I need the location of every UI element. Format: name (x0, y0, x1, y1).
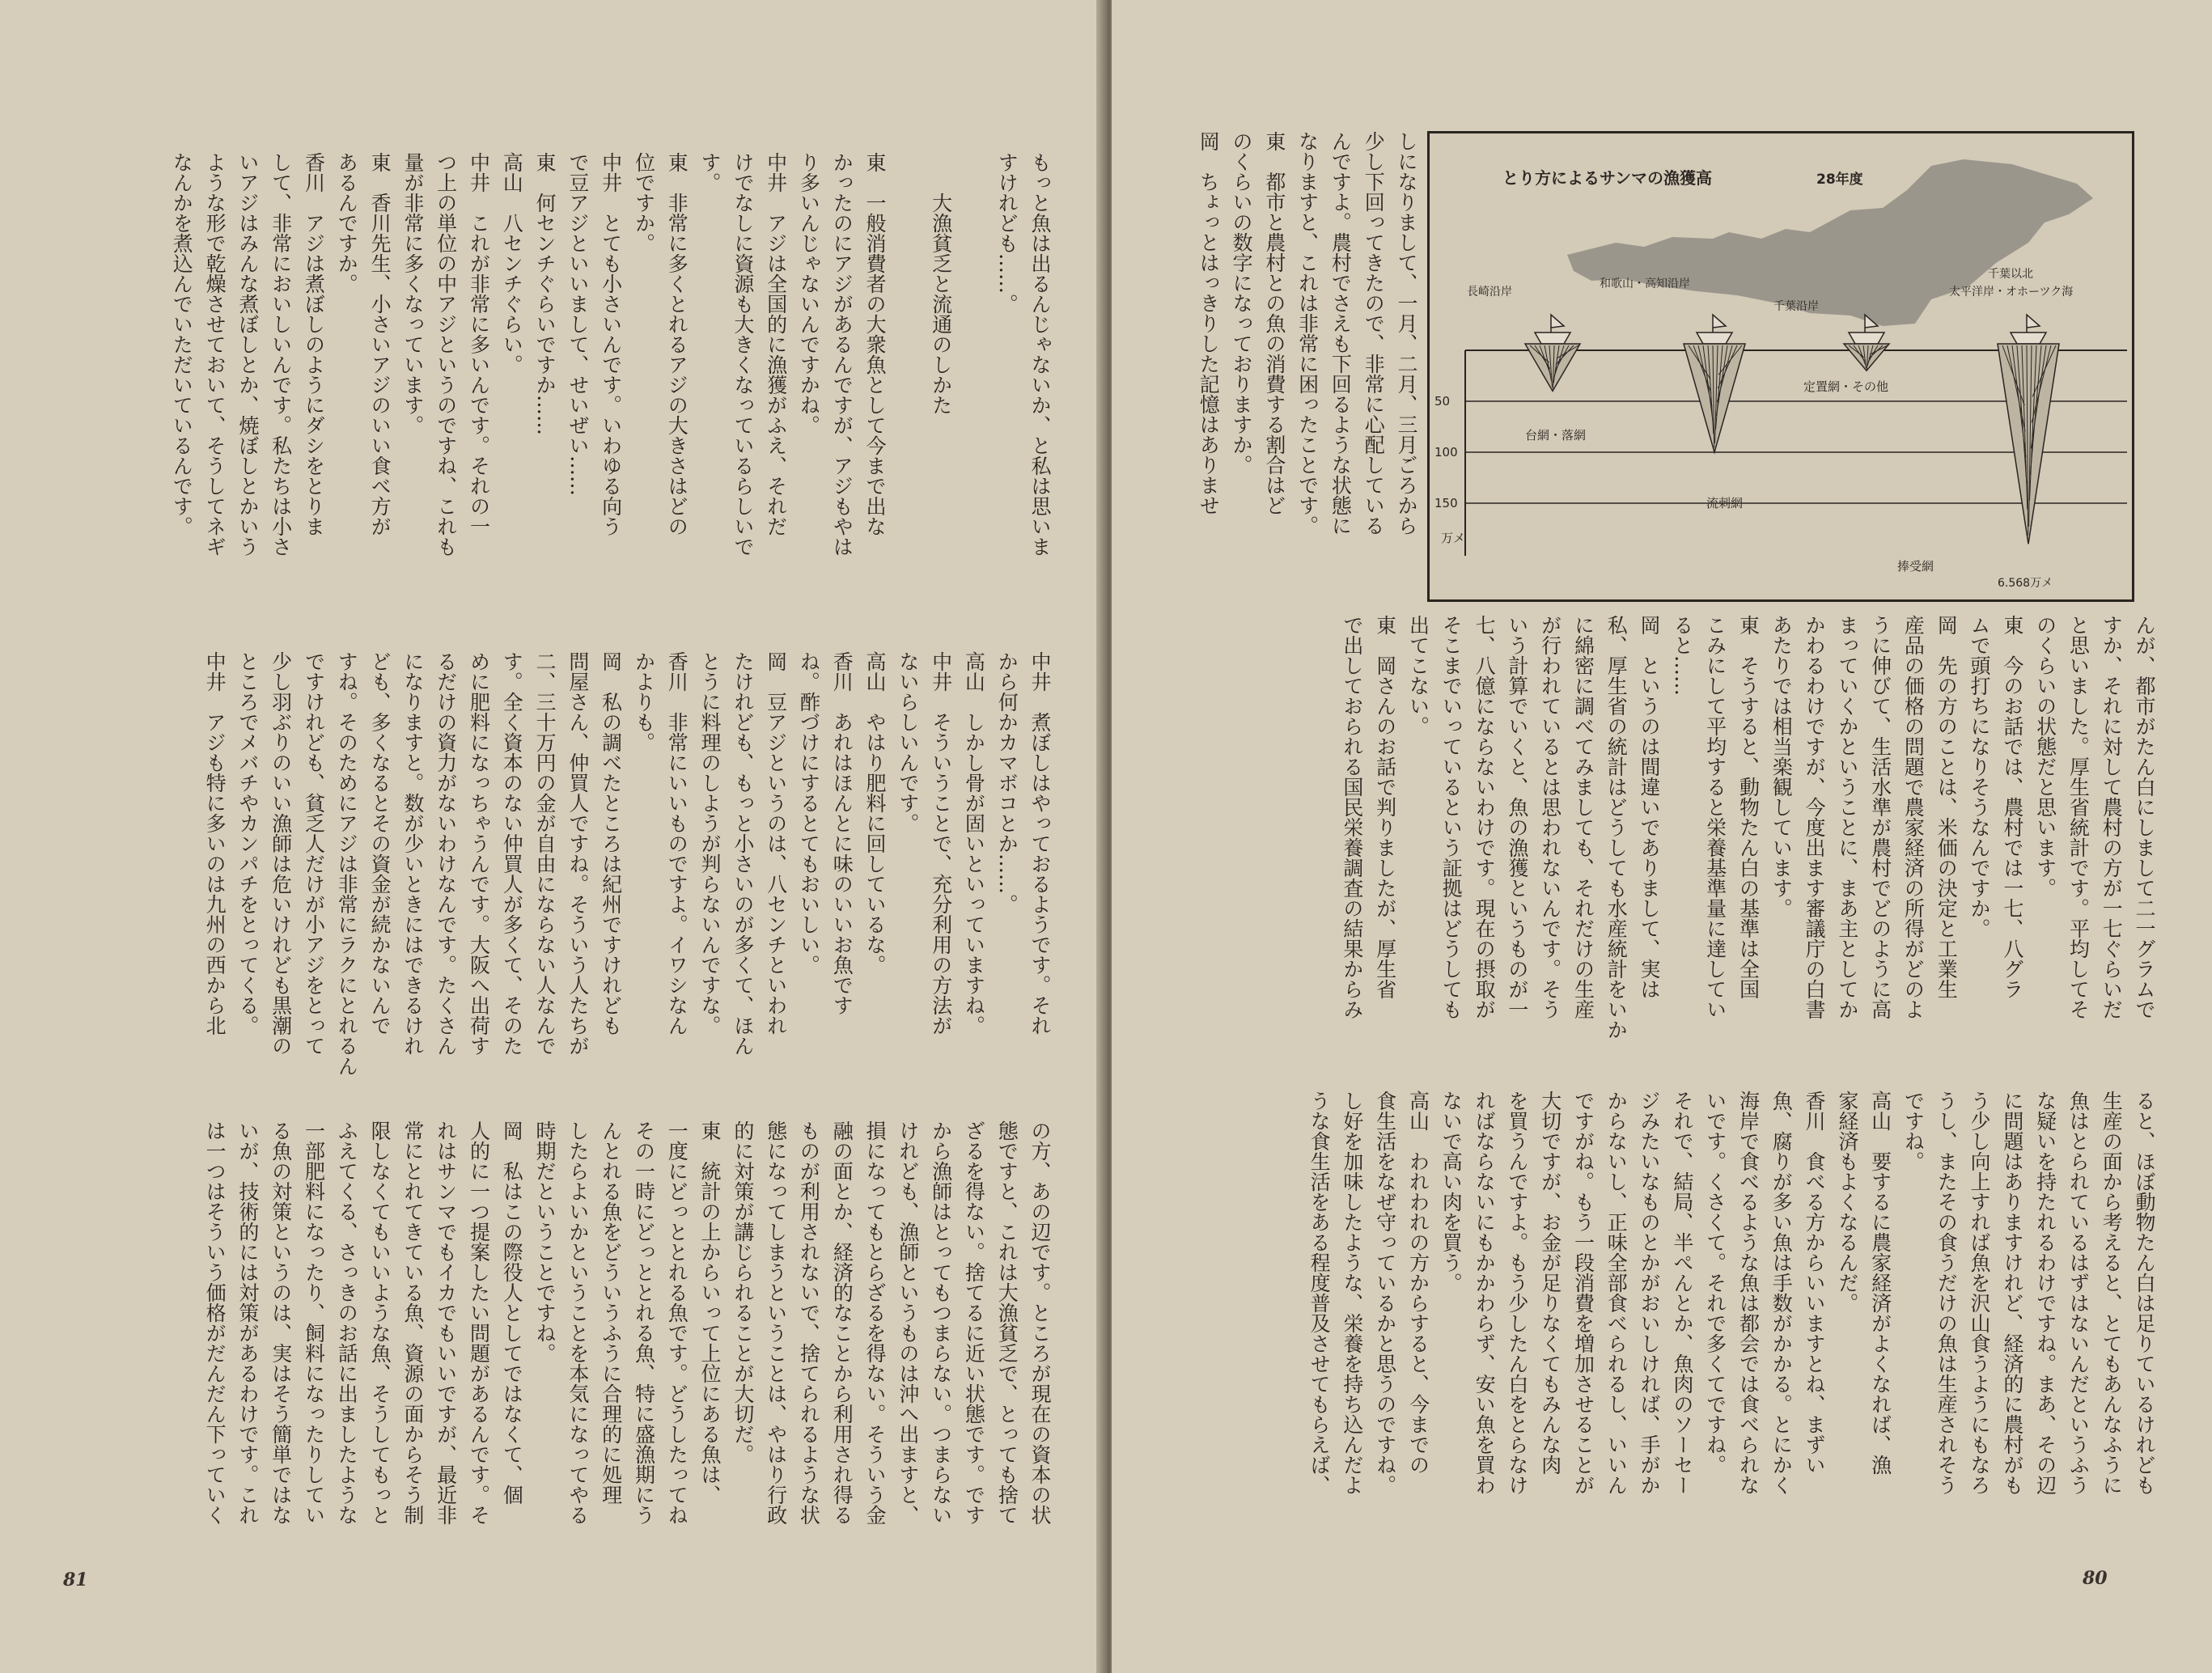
text-column-line: ると、ほぼ動物たん白は足りているけれども (2133, 1091, 2156, 1495)
text-column-line: ると…… (1670, 615, 1694, 696)
text-column-line: 岡 私はこの際役人としてではなくて、個 (500, 1120, 524, 1505)
y-unit-label: 万メ (1441, 531, 1466, 545)
text-column-line: 家経済もよくなるんだ。 (1835, 1091, 1859, 1313)
text-column-line: 高山 しかし骨が固いといっていますね。 (962, 651, 986, 1036)
text-column-line: 損になってもとらざるを得ない。そういう金 (863, 1120, 888, 1525)
text-column-line: 時期だということですね。 (533, 1120, 557, 1363)
series-label: 定置網・その他 (1803, 379, 1889, 394)
text-column-line: れはサンマでもイカでもいいですが、最近非 (434, 1120, 458, 1525)
text-column-line: 融の面とか、経済的なことから利用され得る (830, 1120, 854, 1525)
text-column-line: つ上の単位の中アジというのですね、これも (434, 152, 458, 557)
text-column-line: しになりまして、一月、二月、三月ごろから (1395, 131, 1418, 536)
series-label: 流刺網 (1706, 496, 1744, 510)
text-column-line: な疑いを持たれるわけですね。まあ、その辺 (2033, 1091, 2057, 1495)
text-column-line: 岡 ちょっとはっきりした記憶はありませ (1197, 131, 1221, 515)
saury-catch-chart (1427, 131, 2134, 602)
page-number-right: 80 (2083, 1568, 2108, 1589)
text-column-line: 香川 アジは煮ぼしのようにダシをとりま (302, 152, 326, 536)
text-column-line: 私、厚生省の統計はどうしても水産統計をいか (1604, 615, 1629, 1040)
text-column-line: ども、多くなるとその資金が続かないんで (368, 651, 392, 1036)
text-column-line: 中井 アジは全国的に漁獲がふえ、それだ (764, 152, 788, 536)
text-column-line: 東 統計の上からいって上位にある魚は、 (698, 1120, 723, 1505)
text-column-line: ね。酢づけにするとてもおいしい。 (797, 651, 821, 975)
chart-title: とり方によるサンマの漁獲高 (1502, 168, 1712, 188)
text-column-line: 東 今のお話では、農村では一七、八グラ (2000, 615, 2024, 999)
text-column-line: 東 都市と農村との魚の消費する割合はど (1262, 131, 1286, 515)
text-column-line: り多いんじゃないんですかね。 (797, 152, 821, 435)
left-upper-text (49, 152, 1056, 599)
boat-icon (1697, 315, 1732, 344)
text-column-line: 問屋さん、仲買人ですね。そういう人たちが (566, 651, 590, 1056)
text-column-line: から漁師はとってもつまらない。つまらない (929, 1120, 953, 1525)
text-column-line: 香川 食べる方からいいますとね、まずい (1803, 1091, 1827, 1475)
text-column-line: 東 一般消費者の大衆魚として今まで出な (863, 152, 888, 536)
text-column-line: からないし、正味全部食べられるし、いいん (1604, 1091, 1629, 1495)
text-column-line: 大漁貧乏と流通のしかた (929, 152, 953, 415)
text-column-line: うな食生活をある程度普及させてもらえば、 (1307, 1091, 1332, 1495)
text-column-line: すけれども……。 (995, 152, 1019, 314)
text-column-line: ところでメバチやカンパチをとってくる。 (235, 651, 260, 1036)
right-middle-text (1165, 615, 2160, 1068)
text-column-line: なりますと、これは非常に困ったことです。 (1295, 131, 1320, 536)
text-column-line: に綿密に調べてみましても、それだけの生産 (1571, 615, 1595, 1019)
text-column-line: で豆アジといいまして、せいぜい…… (566, 152, 590, 496)
text-column-line: 的に対策が講じられることが大切だ。 (731, 1120, 755, 1464)
text-column-line: 少し下回ってきたので、非常に心配している (1362, 131, 1386, 536)
text-column-line: それで、結局、半ぺんとか、魚肉のソーセー (1670, 1091, 1694, 1495)
text-column-line: 一度にどっととれる魚です。どうしたってね (665, 1120, 689, 1525)
page-number-left: 81 (63, 1569, 88, 1590)
text-column-line: 岡 私の調べたところは紀州ですけれども (599, 651, 623, 1036)
text-column-line: 東 香川先生、小さいアジのいい食べ方が (368, 152, 392, 536)
text-column-line: 魚、腐りが多い魚は手数がかかる。とにかく (1769, 1091, 1794, 1495)
text-column-line: いです。くさくて。それで多くてですね。 (1703, 1091, 1727, 1475)
region-label: 千葉以北 (1988, 268, 2033, 281)
text-column-line: あたりでは相当楽観しています。 (1769, 615, 1794, 918)
text-column-line: うし、またその食うだけの魚は生産されそう (1934, 1091, 1959, 1495)
text-column-line: 高山 やはり肥料に回しているな。 (863, 651, 888, 975)
text-column-line: し好を加味したような、栄養を持ち込んだよ (1340, 1091, 1364, 1495)
text-column-line: のくらいの状態だと思います。 (2033, 615, 2057, 898)
text-column-line: 岡 豆アジというのは、八センチといわれ (764, 651, 788, 1036)
text-column-line: 少し羽ぶりのいい漁師は危いけれども黒潮の (269, 651, 293, 1056)
text-column-line: ですけれども、貧乏人だけが小アジをとって (302, 651, 326, 1056)
text-column-line: すか、それに対して農村の方が一七ぐらいだ (2100, 615, 2124, 1019)
text-column-line: ないで高い肉を買う。 (1439, 1091, 1464, 1293)
text-column-line: 七、八億にならないわけです。現在の摂取が (1473, 615, 1497, 1019)
text-column-line: 産品の価格の問題で農家経済の所得がどのよ (1901, 615, 1926, 1019)
text-column-line: めに肥料になっちゃうんです。大阪へ出荷す (467, 651, 491, 1056)
text-column-line: うに伸びて、生活水準が農村でどのように高 (1868, 615, 1892, 1019)
text-column-line: 岡 先の方のことは、米価の決定と工業生 (1934, 615, 1959, 999)
text-column-line: になりますと。数が少いときにはできるけれ (400, 651, 425, 1056)
text-column-line: の方、あの辺です。ところが現在の資本の状 (1028, 1120, 1052, 1525)
text-column-line: 東 そうすると、動物たん白の基準は全国 (1736, 615, 1761, 999)
text-column-line: ムで頭打ちになりそうなんですか。 (1968, 615, 1992, 938)
text-column-line: もっと魚は出るんじゃないか、と私は思いま (1028, 152, 1052, 557)
text-column-line: いアジはみんな煮ぼしとか、焼ぼしとかいう (235, 152, 260, 557)
text-column-line: と思いました。厚生省統計です。平均してそ (2066, 615, 2091, 1019)
text-column-line: すね。そのためにアジは非常にラクにとれるん (335, 651, 359, 1076)
text-column-line: 態になってしまうということは、やはり行政 (764, 1120, 788, 1525)
text-column-line: たけれども、もっと小さいのが多くて、ほん (731, 651, 755, 1056)
text-column-line: なんかを煮込んでいただいているんです。 (170, 152, 194, 536)
text-column-line: 岡 というのは間違いでありまして、実は (1638, 615, 1662, 999)
text-column-line: 中井 そういうことで、充分利用の方法が (929, 651, 953, 1036)
text-column-line: 東 何センチぐらいですか…… (533, 152, 557, 435)
right-lower-text (1165, 1091, 2160, 1576)
left-page (0, 0, 1102, 1673)
text-column-line: 東 岡さんのお話で判りましたが、厚生省 (1373, 615, 1397, 999)
text-column-line: のくらいの数字になっておりますか。 (1230, 131, 1254, 475)
text-column-line: 位ですか。 (632, 152, 656, 253)
text-column-line: を買うんですよ。もう少したん白をとらなけ (1505, 1091, 1529, 1495)
text-column-line: ものが利用されないで、捨てられるような状 (797, 1120, 821, 1525)
text-column-line: ればならないにもかかわらず、安い魚を買わ (1473, 1091, 1497, 1495)
y-tick-label: 100 (1434, 445, 1458, 460)
text-column-line: けでなしに資源も大きくなっているらしいで (731, 152, 755, 557)
text-column-line: こみにして平均すると栄養基準量に達してい (1703, 615, 1727, 1019)
text-column-line: とうに料理のしようが判らないんですな。 (698, 651, 723, 1036)
text-column-line: して、非常においしいんです。私たちは小さ (269, 152, 293, 557)
chart-canvas (1430, 133, 2132, 599)
text-column-line: あるんですか。 (335, 152, 359, 294)
text-column-line: ふえてくる、さっきのお話に出ましたような (335, 1120, 359, 1525)
chart-subtitle: 28年度 (1816, 172, 1863, 188)
text-column-line: いが、技術的には対策があるわけです。これ (235, 1120, 260, 1525)
text-column-line: かよりも。 (632, 651, 656, 752)
text-column-line: 二、三十万円の金が自由にならない人なんで (533, 651, 557, 1056)
text-column-line: 食生活をなぜ守っているかと思うのですね。 (1373, 1091, 1397, 1495)
text-column-line: 人的に一つ提案したい問題があるんです。そ (467, 1120, 491, 1525)
text-column-line: 態ですと、これは大漁貧乏で、とっても捨て (995, 1120, 1019, 1525)
total-annotation: 6.568万メ (1998, 577, 2053, 590)
boat-icon (2011, 315, 2046, 344)
text-column-line: るだけの資力がないわけなんです。たくさん (434, 651, 458, 1056)
series-label: 台網・落網 (1525, 428, 1587, 443)
text-column-line: まっていくかということに、まあ主としてか (1835, 615, 1859, 1019)
region-label: 千葉沿岸 (1773, 300, 1819, 313)
text-column-line: 高山 要するに農家経済がよくなれば、漁 (1868, 1091, 1892, 1475)
text-column-line: 香川 あれはほんとに味のいいお魚です (830, 651, 854, 1015)
text-column-line: ないらしいんです。 (896, 651, 920, 833)
text-column-line: けれども、漁師というものは沖へ出ますと、 (896, 1120, 920, 1525)
text-column-line (957, 152, 990, 599)
text-column-line: 高山 われわれの方からすると、今までの (1406, 1091, 1430, 1475)
text-column-line: 生産の面から考えると、とてもあんなふうに (2100, 1091, 2124, 1495)
y-tick-label: 150 (1434, 496, 1458, 510)
text-column-line: ですがね。もう一段消費を増加させることが (1571, 1091, 1595, 1495)
text-column-line: 限しなくてもいいような魚、そうしてもっと (368, 1120, 392, 1525)
text-column-line: で出しておられる国民栄養調査の結果からみ (1340, 615, 1364, 1019)
text-column-line: から何かカマボコとか……。 (995, 651, 1019, 914)
text-column-line: ですね。 (1901, 1091, 1926, 1171)
text-column-line: ざるを得ない。捨てるに近い状態です。です (962, 1120, 986, 1525)
text-column-line: 中井 とても小さいんです。いわゆる向う (599, 152, 623, 536)
text-column-line: 中井 アジも特に多いのは九州の西から北 (203, 651, 227, 1036)
text-column-line: いう計算でいくと、魚の漁獲というものが一 (1505, 615, 1529, 1019)
text-column-line: 中井 煮ぼしはやっておるようです。それ (1028, 651, 1052, 1036)
text-column-line: したらよいかということを本気になってやる (566, 1120, 590, 1525)
text-column-line: う少し向上すれば魚を沢山食うようにもなろ (1968, 1091, 1992, 1495)
text-column-line: 常にとれてきている魚、資源の面からそう制 (400, 1120, 425, 1525)
text-column-line: 中井 これが非常に多いんです。それの一 (467, 152, 491, 536)
text-column-line: は一つはそういう価格がだんだん下っていく (203, 1120, 227, 1525)
text-column-line: 魚はとられているはずはないんだというふう (2066, 1091, 2091, 1495)
text-column-line: 東 非常に多くとれるアジの大きさはどの (665, 152, 689, 536)
text-column-line: る魚の対策というのは、実はそう簡単ではな (269, 1120, 293, 1525)
series-label: 捧受網 (1897, 559, 1934, 574)
text-column-line: かったのにアジがあるんですが、アジもやは (830, 152, 854, 557)
text-column-line: そこまでいっているという証拠はどうしても (1439, 615, 1464, 1019)
text-column-line: ジみたいなものとかがおいしければ、手がか (1638, 1091, 1662, 1495)
region-label-line2: 太平洋岸・オホーツク海 (1949, 286, 2074, 299)
text-column-line: その一時にどっととれる魚、特に盛漁期にう (632, 1120, 656, 1525)
right-upper-text (1165, 131, 1422, 576)
text-column-line: 一部肥料になったり、飼料になったりしてい (302, 1120, 326, 1525)
text-column-line: んですよ。農村でさえも下回るような状態に (1328, 131, 1353, 536)
region-label: 和歌山・高知沿岸 (1600, 277, 1690, 290)
text-column-line: 海岸で食べるような魚は都会では食べられな (1736, 1091, 1761, 1495)
left-middle-text (49, 651, 1056, 1114)
left-lower-text (49, 1120, 1056, 1564)
text-column-line: んが、都市がたん白にしまして二一グラムで (2133, 615, 2156, 1019)
text-column-line: に問題はありますけれど、経済的に農村がも (2000, 1091, 2024, 1495)
text-column-line: 出てこない。 (1406, 615, 1430, 736)
text-column-line: す。 (698, 152, 723, 193)
text-column-line: 大切ですが、お金が足りなくてもみんな肉 (1538, 1091, 1562, 1475)
text-column-line: 量が非常に多くなっています。 (400, 152, 425, 435)
y-tick-label: 50 (1434, 394, 1451, 409)
text-column-line: 高山 八センチぐらい。 (500, 152, 524, 375)
text-column-line: す。全く資本のない仲買人が多くて、そのた (500, 651, 524, 1056)
boat-icon (1535, 315, 1570, 344)
text-column-line: かわるわけですが、今度出ます審議庁の白書 (1803, 615, 1827, 1019)
text-column-line (891, 152, 924, 599)
text-column-line: が行われているとは思われないんです。そう (1538, 615, 1562, 1019)
region-label: 長崎沿岸 (1467, 286, 1512, 299)
text-column-line: ような形で乾燥させておいて、そうしてネギ (203, 152, 227, 557)
text-column-line: 香川 非常にいいものですよ。イワシなん (665, 651, 689, 1036)
text-column-line: んとれる魚をどういうふうに合理的に処理 (599, 1120, 623, 1505)
